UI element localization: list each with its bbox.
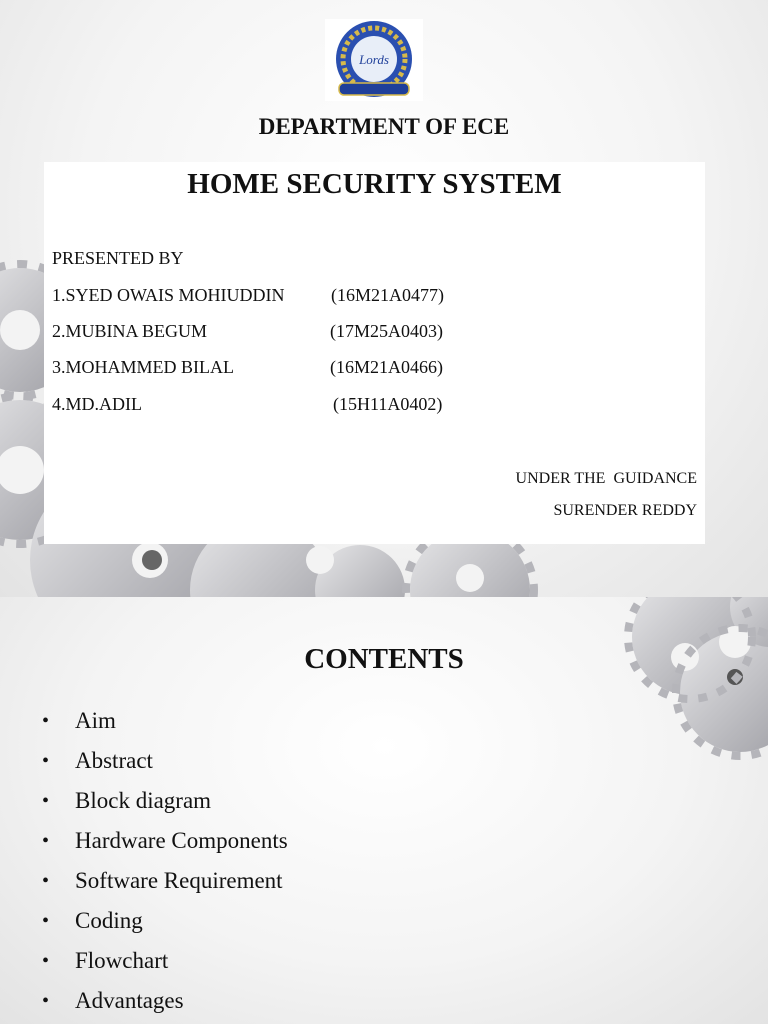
- list-item-label: Aim: [75, 708, 116, 733]
- project-title: HOME SECURITY SYSTEM: [187, 168, 562, 200]
- list-item: [42, 825, 288, 865]
- contents-slide: [0, 597, 768, 1024]
- college-logo: [325, 19, 423, 101]
- list-item: [42, 905, 288, 945]
- list-item: [42, 705, 288, 745]
- list-item: [42, 985, 288, 1024]
- member-name: 3.MOHAMMED BILAL: [52, 357, 234, 377]
- member-row: [52, 394, 443, 415]
- list-item-label: Block diagram: [75, 788, 212, 813]
- guidance-label: UNDER THE GUIDANCE: [515, 470, 697, 487]
- bullet-icon: •: [42, 870, 50, 892]
- member-roll: (17M25A0403): [330, 321, 443, 341]
- title-card: [44, 162, 705, 544]
- bullet-icon: •: [42, 910, 50, 932]
- contents-list: [42, 705, 288, 1024]
- bullet-icon: •: [42, 950, 50, 972]
- list-item-label: Hardware Components: [75, 828, 288, 853]
- list-item: [42, 745, 288, 785]
- contents-heading: CONTENTS: [304, 643, 464, 675]
- list-item: [42, 865, 288, 905]
- member-name: 1.SYED OWAIS MOHIUDDIN: [52, 285, 285, 305]
- member-roll: (16M21A0477): [331, 285, 444, 305]
- bullet-icon: •: [42, 790, 50, 812]
- list-item-label: Flowchart: [75, 948, 169, 973]
- member-name: 4.MD.ADIL: [52, 394, 142, 414]
- list-item-label: Coding: [75, 908, 143, 933]
- bullet-icon: •: [42, 750, 50, 772]
- list-item-label: Software Requirement: [75, 868, 283, 893]
- guide-name: SURENDER REDDY: [553, 502, 697, 519]
- member-roll: (16M21A0466): [330, 357, 443, 377]
- member-row: [52, 357, 443, 378]
- bullet-icon: •: [42, 990, 50, 1012]
- bullet-icon: •: [42, 830, 50, 852]
- bullet-icon: •: [42, 710, 50, 732]
- member-name: 2.MUBINA BEGUM: [52, 321, 208, 341]
- list-item: [42, 785, 288, 825]
- department-heading: DEPARTMENT OF ECE: [258, 114, 510, 139]
- member-row: [52, 285, 444, 306]
- member-roll: (15H11A0402): [333, 394, 443, 414]
- list-item-label: Abstract: [75, 748, 153, 773]
- presented-by-label: PRESENTED BY: [52, 248, 184, 268]
- member-row: [52, 321, 443, 342]
- svg-text:Lords: Lords: [359, 52, 389, 67]
- list-item-label: Advantages: [75, 988, 184, 1013]
- list-item: [42, 945, 288, 985]
